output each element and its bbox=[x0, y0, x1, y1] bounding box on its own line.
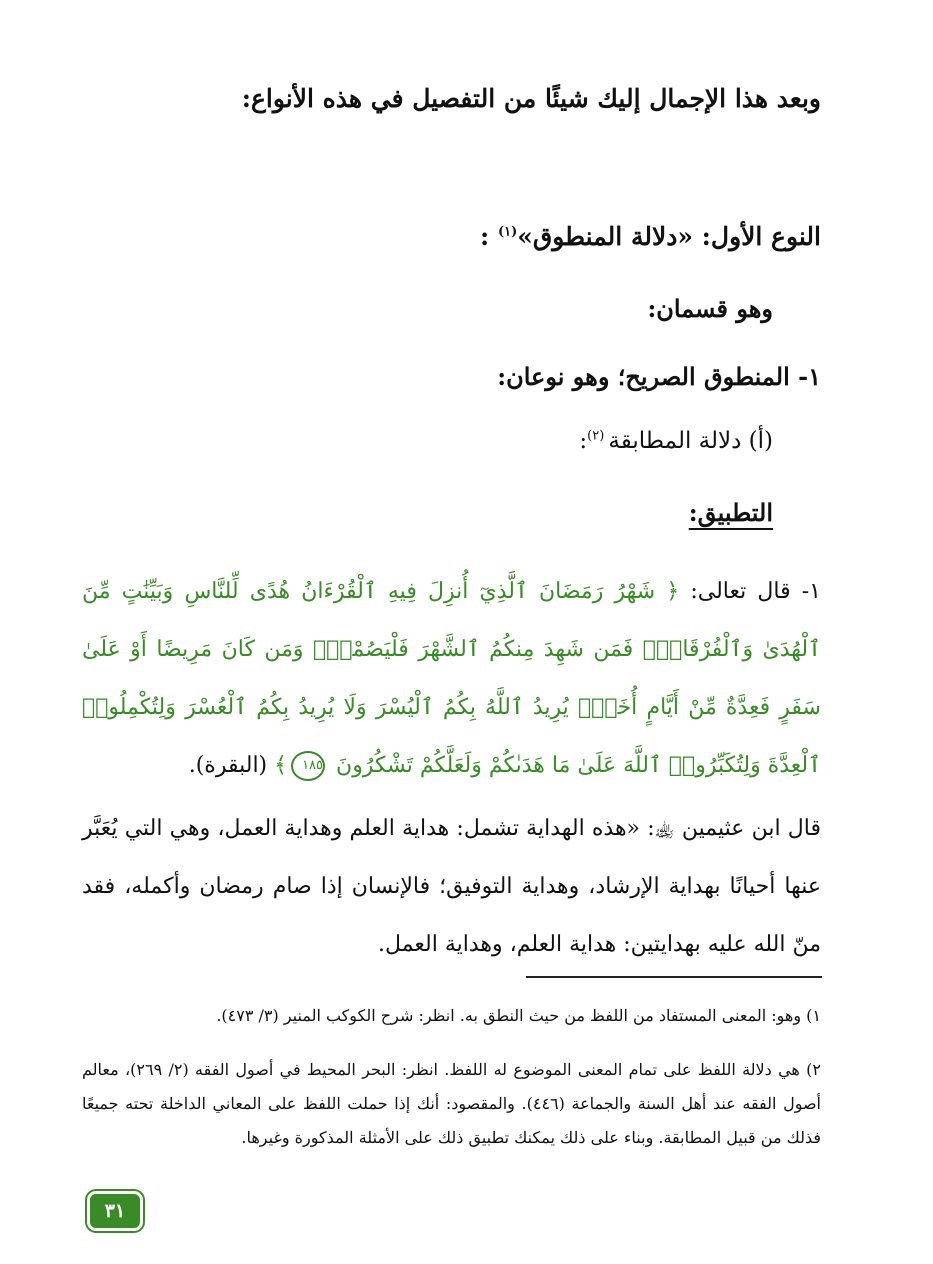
footnote-ref-1[interactable]: (١) bbox=[497, 224, 518, 240]
subitem-colon: : bbox=[579, 428, 588, 454]
subitem-heading bbox=[579, 428, 773, 454]
section-heading-text: النوع الأول: «دلالة المنطوق» bbox=[517, 222, 821, 251]
verse-intro: ١- قال تعالى: bbox=[679, 579, 821, 604]
verse-close-bracket: ﴾ bbox=[274, 753, 288, 778]
verse-open-bracket: ﴿ bbox=[666, 579, 680, 604]
section-heading-colon: : bbox=[480, 222, 498, 251]
footnote-1: ١) وهو: المعنى المستفاد من اللفظ من حيث النطق به. انظر: شرح الكوكب المنير (٣/ ٤٧٣). bbox=[216, 1006, 821, 1025]
subitem-text: (أ) دلالة المطابقة bbox=[608, 428, 773, 454]
intro-line: وبعد هذا الإجمال إليك شيئًا من التفصيل في هذه الأنواع: bbox=[241, 84, 821, 113]
section-heading bbox=[480, 222, 821, 251]
application-heading: التطبيق: bbox=[688, 498, 773, 527]
page-number: ٣١ bbox=[90, 1194, 140, 1228]
verse-source: (البقرة). bbox=[188, 753, 275, 778]
list-item-1: ١- المنطوق الصريح؛ وهو نوعان: bbox=[497, 362, 821, 391]
footnote-divider bbox=[526, 976, 822, 978]
quran-verse-block bbox=[82, 563, 821, 795]
verse-text: شَهْرُ رَمَضَانَ ٱلَّذِيٓ أُنزِلَ فِيهِ ٱلْقُرْءَانُ هُدًى لِّلنَّاسِ وَبَيِّنَٰتٍ مِّنَ ٱلْهُدَىٰ وَٱلْفُرْقَانِۚ فَمَن شَهِدَ مِنكُمُ ٱلشَّهْرَ فَلْيَصُمْهُۖ وَمَن كَانَ مَرِيضًا أَوْ عَلَىٰ سَفَرٍ فَعِدَّةٌ مِّنْ أَيَّامٍ أُخَرَۗ يُرِيدُ ٱللَّهُ بِكُمُ ٱلْيُسْرَ وَلَا يُرِيدُ بِكُمُ ٱلْعُسْرَ وَلِتُكْمِلُوا۟ ٱلْعِدَّةَ وَلِتُكَبِّرُوا۟ ٱللَّهَ عَلَىٰ مَا هَدَىٰكُمْ وَلَعَلَّكُمْ تَشْكُرُونَ bbox=[82, 579, 821, 778]
scholar-quote: قال ابن عثيمين ﵀: «هذه الهداية تشمل: هداية العلم وهداية العمل، وهي التي يُعَبَّر عنها أحيانًا بهداية الإرشاد، وهداية التوفيق؛ فالإنسان إذا صام رمضان وأكمله، فقد منّ الله عليه بهدايتين: هداية العلم، وهداية العمل. bbox=[82, 816, 821, 957]
subheading: وهو قسمان: bbox=[647, 294, 773, 323]
ayah-number-icon: ١٨٥ bbox=[291, 751, 325, 781]
footnote-2: ٢) هي دلالة اللفظ على تمام المعنى الموضوع له اللفظ. انظر: البحر المحيط في أصول الفقه (٢/ ٢٦٩)، معالم أصول الفقه عند أهل السنة والجماعة (٤٤٦). والمقصود: أنك إذا حملت اللفظ على المعاني الداخلة تحته جميعًا فذلك من قبيل المطابقة. وبناء على ذلك يمكنك تطبيق ذلك على الأمثلة المذكورة وغيرها. bbox=[82, 1060, 821, 1147]
footnote-ref-2[interactable]: (٢) bbox=[587, 428, 609, 444]
